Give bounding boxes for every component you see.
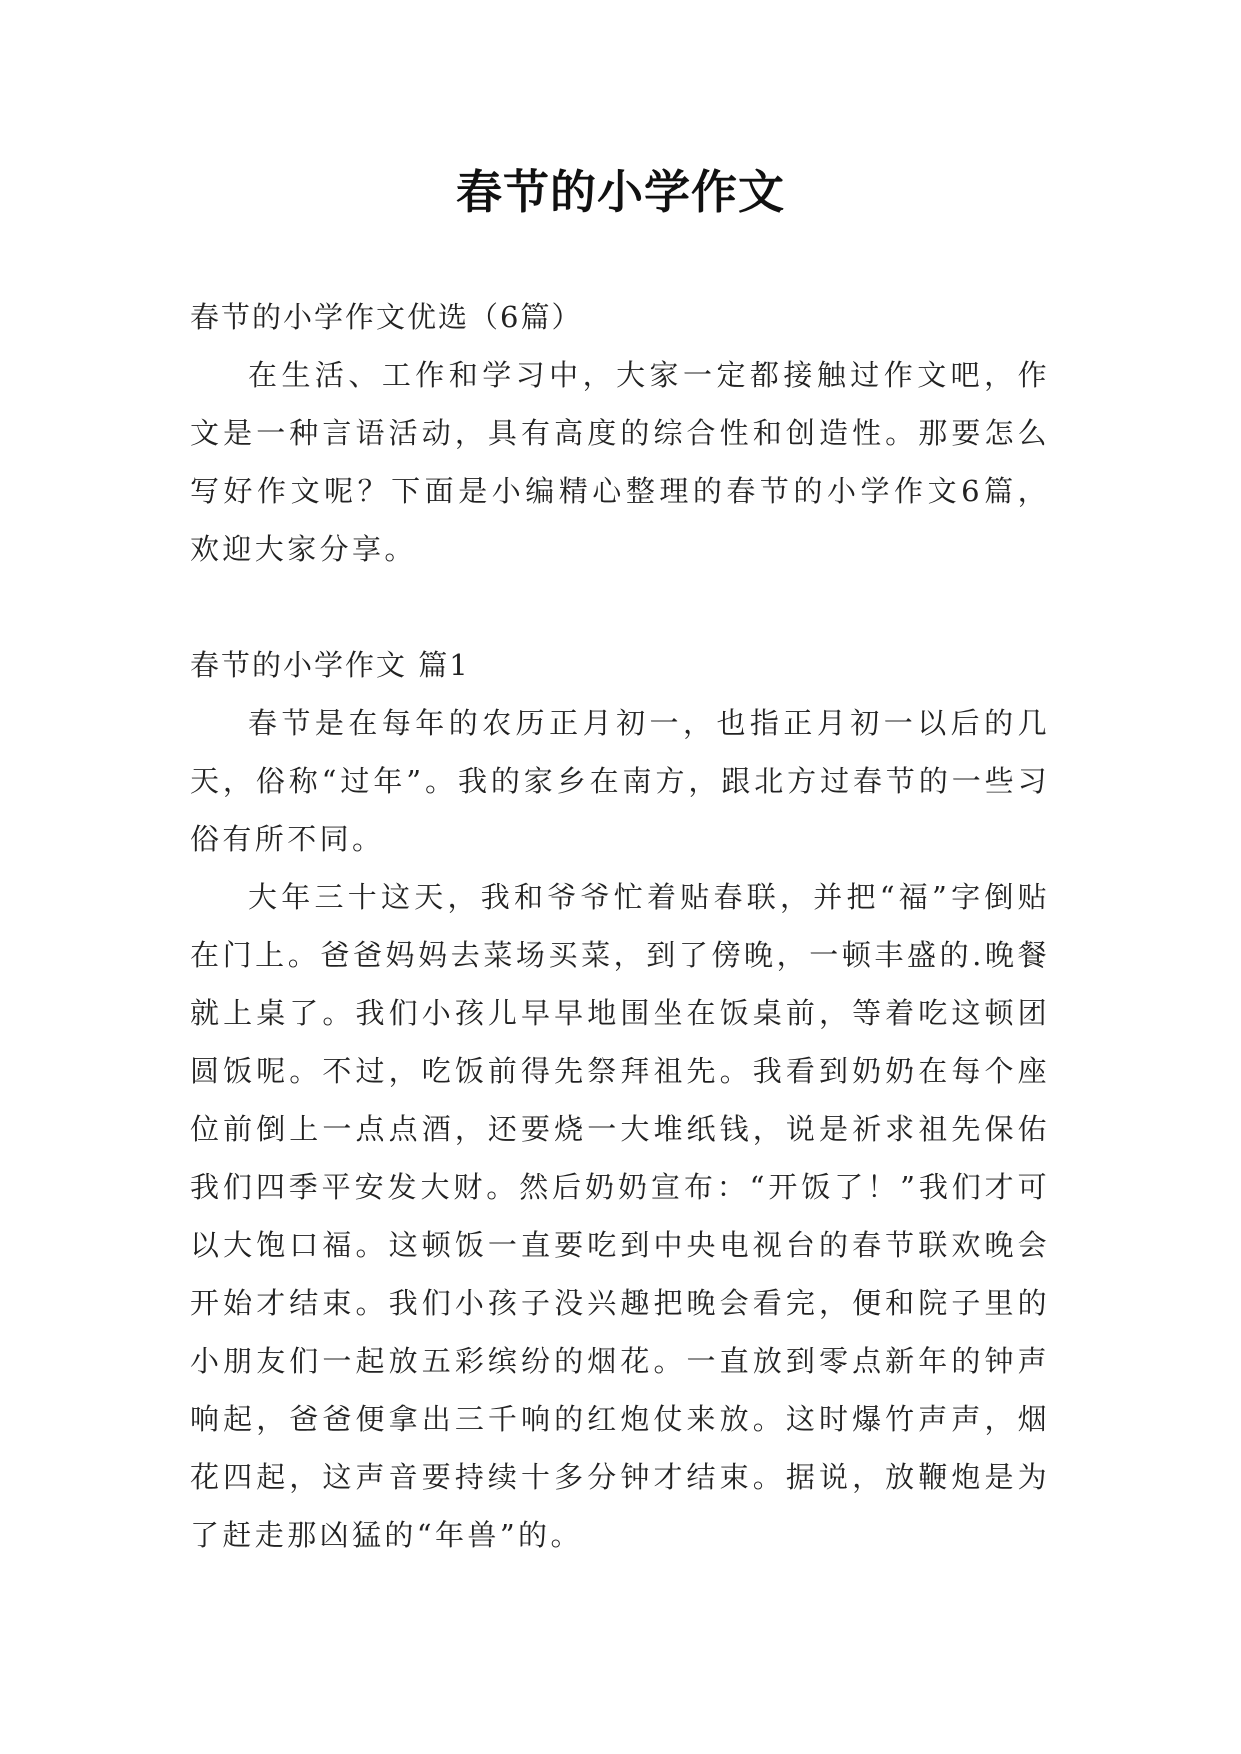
document-title: 春节的小学作文: [456, 165, 785, 219]
section-1-heading: 春节的小学作文 篇1: [190, 648, 470, 682]
section-1-paragraph-1: 春节是在每年的农历正月初一，也指正月初一以后的几天，俗称“过年”。我的家乡在南方，跟北方过春节的一些习俗有所不同。: [190, 706, 1050, 856]
intro-heading: 春节的小学作文优选（6篇）: [190, 300, 583, 334]
intro-paragraph: 在生活、工作和学习中，大家一定都接触过作文吧，作文是一种言语活动，具有高度的综合性和创造性。那要怎么写好作文呢？下面是小编精心整理的春节的小学作文6篇，欢迎大家分享。: [190, 358, 1050, 566]
document-body: [190, 288, 1050, 1564]
section-1-paragraph-2: 大年三十这天，我和爷爷忙着贴春联，并把“福”字倒贴在门上。爸爸妈妈去菜场买菜，到了傍晚，一顿丰盛的.晚餐就上桌了。我们小孩儿早早地围坐在饭桌前，等着吃这顿团圆饭呢。不过，吃饭前得先祭拜祖先。我看到奶奶在每个座位前倒上一点点酒，还要烧一大堆纸钱，说是祈求祖先保佑我们四季平安发大财。然后奶奶宣布：“开饭了！”我们才可以大饱口福。这顿饭一直要吃到中央电视台的春节联欢晚会开始才结束。我们小孩子没兴趣把晚会看完，便和院子里的小朋友们一起放五彩缤纷的烟花。一直放到零点新年的钟声响起，爸爸便拿出三千响的红炮仗来放。这时爆竹声声，烟花四起，这声音要持续十多分钟才结束。据说，放鞭炮是为了赶走那凶猛的“年兽”的。: [190, 880, 1050, 1552]
